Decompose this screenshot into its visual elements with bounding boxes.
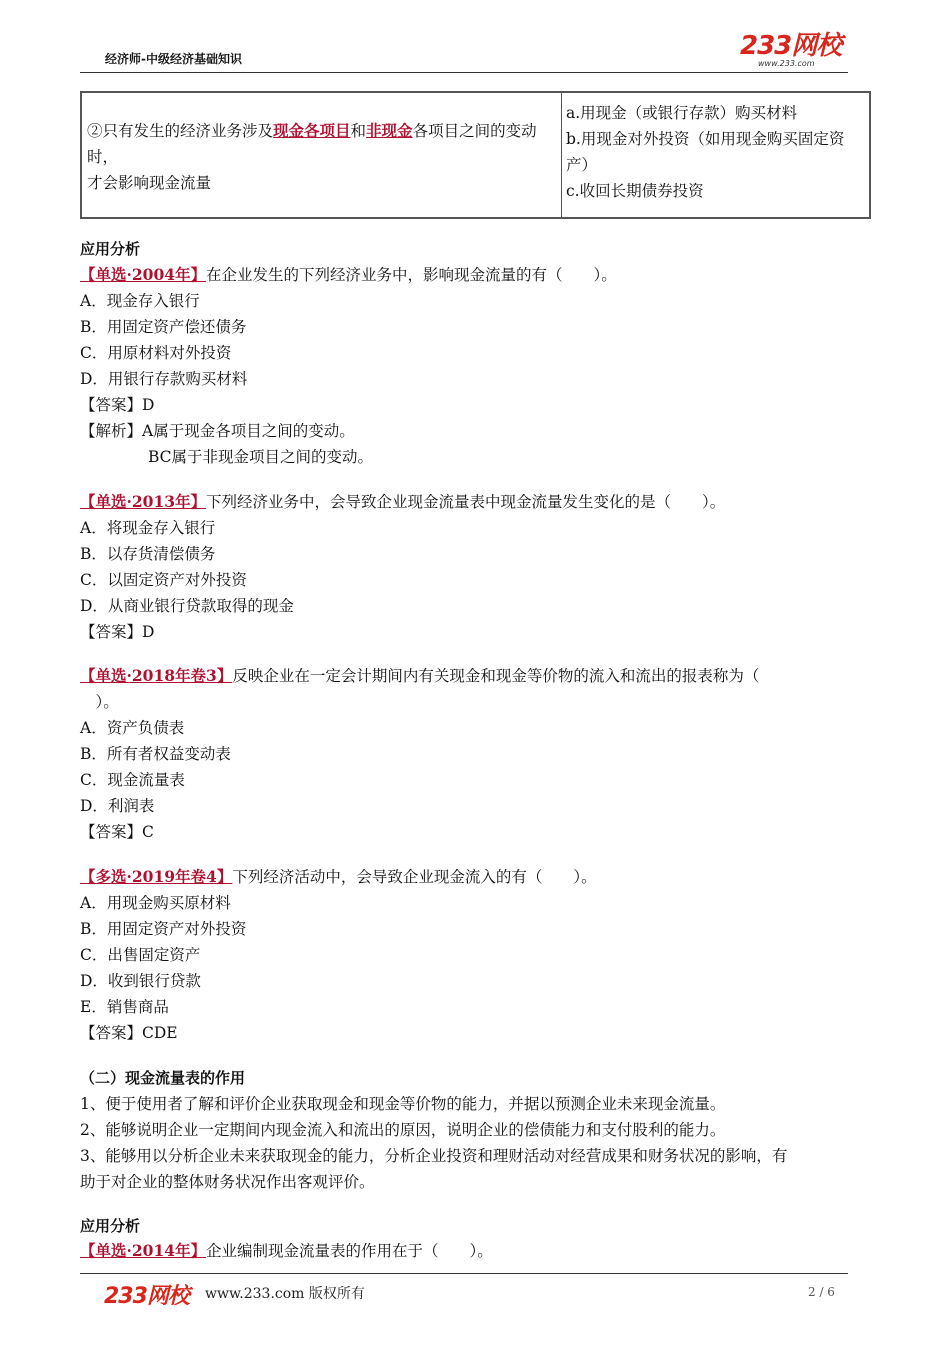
option: D．收到银行贷款 [80,972,201,990]
option: C．现金流量表 [80,771,185,789]
option: B．以存货清偿债务 [80,545,216,563]
keyword-non-cash: 非现金 [366,121,413,140]
cell-text: 才会影响现金流量 [87,174,212,192]
logo-text: 233网校 [740,31,842,61]
question-stem [80,1238,493,1264]
question-2014 [80,1238,493,1264]
option: A．现金存入银行 [80,292,200,310]
option: E．销售商品 [80,998,169,1016]
analysis: BC属于非现金项目之间的变动。 [148,448,374,466]
stem-text: 在企业发生的下列经济业务中，影响现金流量的有（ ）。 [206,266,617,284]
document-header-title: 经济师-中级经济基础知识 [105,52,242,66]
cell-text: ②只有发生的经济业务涉及 [87,122,274,140]
option: B．用固定资产对外投资 [80,920,247,938]
question-tag: 【多选·2019年卷4】 [80,867,233,886]
option: C．用原材料对外投资 [80,344,232,362]
option: D．用银行存款购买材料 [80,370,248,388]
cash-flow-table [80,91,871,219]
option: A．将现金存入银行 [80,519,216,537]
question-2004 [80,262,617,470]
question-2019 [80,864,597,1046]
question-stem [80,663,759,689]
list-item: 2、能够说明企业一定期间内现金流入和流出的原因，说明企业的偿债能力和支付股利的能力。 [80,1121,726,1139]
answer: 【答案】D [80,623,155,641]
list-item: 1、便于使用者了解和评价企业获取现金和现金等价物的能力，并据以预测企业未来现金流量。 [80,1095,726,1113]
list-item: 3、能够用以分析企业未来获取现金的能力，分析企业投资和理财活动对经营成果和财务状况的影响，有 [80,1147,788,1165]
stem-text: 下列经济业务中，会导致企业现金流量表中现金流量发生变化的是（ ）。 [206,493,726,511]
stem-continuation: ）。 [80,693,119,711]
stem-text: 反映企业在一定会计期间内有关现金和现金等价物的流入和流出的报表称为（ [232,667,760,685]
option: A．用现金购买原材料 [80,894,231,912]
header-divider [80,72,848,73]
cell-text: 各项目之间的变动时， [87,122,537,166]
option: D．利润表 [80,797,155,815]
question-2013 [80,489,725,645]
cell-text: 和 [350,122,367,140]
footer-divider [80,1273,848,1274]
list-item: 助于对企业的整体财务状况作出客观评价。 [80,1173,375,1191]
analysis: 【解析】A属于现金各项目之间的变动。 [80,422,355,440]
question-tag: 【单选·2014年】 [80,1241,207,1260]
table-cell-examples [562,92,871,218]
example-item: a.用现金（或银行存款）购买材料 [566,104,798,122]
question-tag: 【单选·2004年】 [80,265,207,284]
brand-logo[interactable] [740,33,860,73]
option: C．出售固定资产 [80,946,201,964]
cash-flow-purpose-section [80,1065,787,1195]
answer: 【答案】C [80,823,154,841]
option: B．所有者权益变动表 [80,745,231,763]
table-row [81,92,870,218]
answer: 【答案】D [80,396,155,414]
example-item: b.用现金对外投资（如用现金购买固定资产） [566,130,845,174]
table-cell-condition [81,92,562,218]
stem-text: 下列经济活动中，会导致企业现金流入的有（ ）。 [232,868,597,886]
keyword-cash-items: 现金各项目 [273,121,351,140]
section-heading: 应用分析 [80,240,141,258]
page-number: 2 / 6 [808,1285,835,1299]
section-heading: 应用分析 [80,1217,141,1235]
option: A．资产负债表 [80,719,185,737]
example-item: c.收回长期债券投资 [566,182,704,200]
stem-text: 企业编制现金流量表的作用在于（ ）。 [206,1242,493,1260]
question-stem [80,262,617,288]
logo-url: www.233.com [758,59,815,68]
question-tag: 【单选·2018年卷3】 [80,666,233,685]
question-2018 [80,663,759,845]
question-stem [80,864,597,890]
footer-copyright: www.233.com 版权所有 [205,1286,365,1302]
answer: 【答案】CDE [80,1024,178,1042]
question-stem [80,489,725,515]
question-tag: 【单选·2013年】 [80,492,207,511]
option: C．以固定资产对外投资 [80,571,247,589]
option: B．用固定资产偿还债务 [80,318,247,336]
section-heading: （二）现金流量表的作用 [80,1069,246,1087]
footer-logo[interactable]: 233网校 [104,1284,189,1309]
option: D．从商业银行贷款取得的现金 [80,597,294,615]
